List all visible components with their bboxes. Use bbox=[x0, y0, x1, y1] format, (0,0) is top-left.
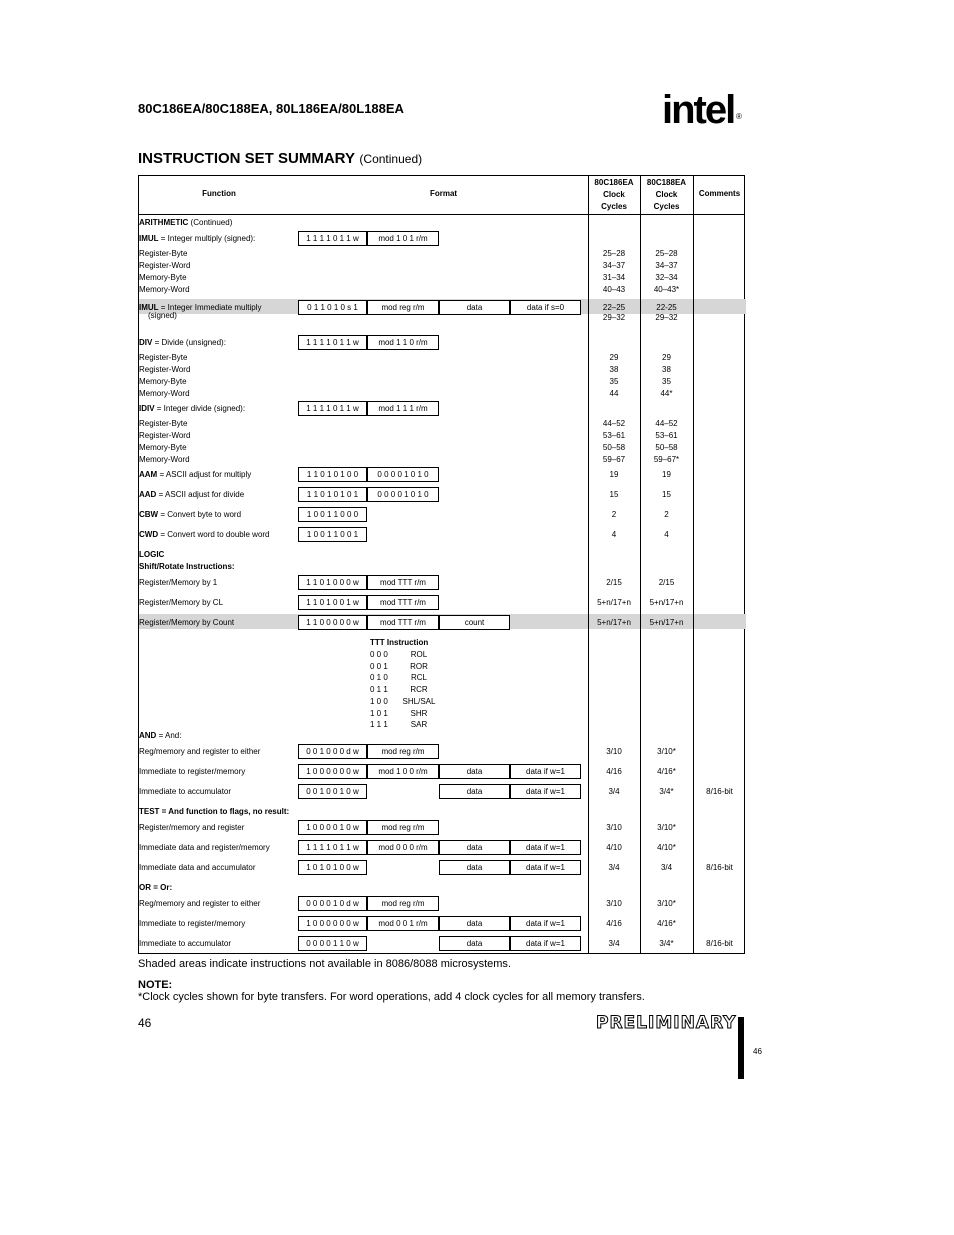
clock-cycles-cell: 4/16* bbox=[657, 767, 676, 776]
ttt-code: 0 0 1 bbox=[370, 661, 388, 671]
opcode-field-box: 1 0 0 0 0 1 0 w bbox=[298, 820, 367, 835]
ttt-instruction-name: SHR bbox=[410, 708, 428, 718]
note-label: NOTE: bbox=[138, 979, 173, 991]
opcode-field-box: 1 1 1 1 0 1 1 w bbox=[298, 231, 367, 246]
clock-cycles-cell: 5+n/17+n bbox=[597, 618, 631, 627]
function-name bbox=[139, 403, 245, 415]
opcode-field-box: 1 1 0 1 0 0 1 w bbox=[298, 595, 367, 610]
clock-cycles-cell: 3/4 bbox=[660, 863, 673, 872]
clock-cycles-cell: 59–67* bbox=[653, 455, 680, 464]
function-description: Reg/memory and register to either bbox=[139, 747, 261, 756]
opcode-field-box: mod TTT r/m bbox=[367, 595, 439, 610]
opcode-field-box: data bbox=[439, 840, 510, 855]
function-name bbox=[139, 561, 235, 573]
clock-cycles-cell: 3/4 bbox=[608, 939, 620, 948]
opcode-field-box: 1 1 0 0 0 0 0 w bbox=[298, 615, 367, 630]
clock-cycles-cell: 3/4* bbox=[659, 787, 674, 796]
clock-cycles-cell: 3/4 bbox=[608, 787, 620, 796]
clock-cycles-cell: 38 bbox=[662, 365, 671, 374]
function-description: = ASCII adjust for multiply bbox=[157, 470, 252, 479]
function-name bbox=[139, 272, 187, 284]
function-name bbox=[139, 284, 190, 296]
change-bar bbox=[738, 1017, 744, 1079]
function-description: Register-Byte bbox=[139, 353, 188, 362]
function-name bbox=[139, 469, 251, 481]
function-name bbox=[139, 938, 231, 950]
function-name bbox=[139, 489, 244, 501]
function-name bbox=[139, 577, 217, 589]
function-description: Memory-Byte bbox=[139, 273, 187, 282]
clock-cycles-cell: 29–32 bbox=[602, 313, 626, 322]
header-80c186ea-clock-cycles: 80C186EA Clock Cycles bbox=[594, 178, 634, 211]
opcode-field-box: mod 1 0 0 r/m bbox=[367, 764, 439, 779]
function-description: = Or: bbox=[151, 883, 173, 892]
opcode-field-box: data if w=1 bbox=[510, 860, 581, 875]
side-page-number: 46 bbox=[753, 1047, 762, 1056]
opcode-field-box: data bbox=[439, 860, 510, 875]
clock-cycles-cell: 4 bbox=[664, 530, 669, 539]
clock-cycles-cell: 22–25 bbox=[602, 303, 626, 312]
mnemonic: CWD bbox=[139, 530, 159, 539]
registered-mark: ® bbox=[736, 112, 742, 121]
opcode-field-box: 1 1 1 1 0 1 1 w bbox=[298, 840, 367, 855]
opcode-field-box: 1 1 1 1 0 1 1 w bbox=[298, 335, 367, 350]
function-name bbox=[139, 430, 190, 442]
clock-cycles-cell: 32–34 bbox=[655, 273, 678, 282]
function-description: = ASCII adjust for divide bbox=[156, 490, 245, 499]
clock-cycles-cell: 25–28 bbox=[655, 249, 678, 258]
table-row bbox=[139, 597, 746, 609]
opcode-field-box: data if w=1 bbox=[510, 916, 581, 931]
function-name bbox=[139, 746, 260, 758]
clock-cycles-cell: 35 bbox=[662, 377, 671, 386]
header-format: Format bbox=[429, 189, 458, 198]
clock-cycles-cell: 50–58 bbox=[602, 443, 626, 452]
opcode-field-box: 1 1 0 1 0 1 0 1 bbox=[298, 487, 367, 502]
function-description: Memory-Byte bbox=[139, 443, 187, 452]
opcode-field-box: 1 0 1 0 1 0 0 w bbox=[298, 860, 367, 875]
function-name bbox=[139, 806, 289, 818]
clock-cycles-cell: 3/10 bbox=[606, 823, 622, 832]
function-name bbox=[139, 617, 234, 629]
clock-cycles-cell: 15 bbox=[609, 490, 619, 499]
clock-cycles-cell: 22-25 bbox=[656, 303, 677, 312]
function-description: Register/Memory by CL bbox=[139, 598, 224, 607]
clock-cycles-cell: 4/16 bbox=[606, 919, 622, 928]
function-description: Memory-Word bbox=[139, 455, 190, 464]
clock-cycles-cell: 44–52 bbox=[655, 419, 678, 428]
clock-cycles-cell: 40–43* bbox=[653, 285, 680, 294]
function-name bbox=[139, 822, 244, 834]
function-description: Immediate data and accumulator bbox=[139, 863, 256, 872]
ttt-instruction-name: ROR bbox=[410, 661, 428, 671]
clock-cycles-cell: 34–37 bbox=[602, 261, 626, 270]
function-name bbox=[139, 862, 256, 874]
table-row bbox=[139, 577, 746, 589]
header-divider bbox=[139, 214, 744, 215]
clock-cycles-cell: 53–61 bbox=[602, 431, 626, 440]
opcode-field-box: count bbox=[439, 615, 510, 630]
clock-cycles-cell: 44–52 bbox=[602, 419, 626, 428]
ttt-instruction-name: RCR bbox=[410, 685, 428, 695]
mnemonic: LOGIC bbox=[139, 550, 165, 559]
section-title bbox=[138, 150, 422, 168]
table-row bbox=[139, 418, 746, 430]
mnemonic: Shift/Rotate Instructions: bbox=[139, 562, 235, 571]
clock-cycles-cell: 59–67 bbox=[602, 455, 626, 464]
shaded-areas-note: Shaded areas indicate instructions not available in 8086/8088 microsystems. bbox=[138, 958, 511, 970]
mnemonic: DIV bbox=[139, 338, 153, 347]
mnemonic: AAD bbox=[139, 490, 157, 499]
opcode-field-box: 0 0 0 0 1 0 1 0 bbox=[367, 487, 439, 502]
opcode-field-box: mod 1 1 0 r/m bbox=[367, 335, 439, 350]
ttt-code: 0 1 0 bbox=[370, 673, 388, 683]
page-number: 46 bbox=[138, 1016, 152, 1030]
opcode-field-box: mod reg r/m bbox=[367, 300, 439, 315]
clock-cycles-cell: 5+n/17+n bbox=[649, 618, 684, 627]
table-row bbox=[139, 376, 746, 388]
table-row bbox=[139, 489, 746, 501]
mnemonic: ARITHMETIC bbox=[139, 218, 189, 227]
table-row bbox=[139, 730, 746, 742]
opcode-field-box: data bbox=[439, 764, 510, 779]
clock-cycles-cell: 4/10 bbox=[606, 843, 622, 852]
table-row bbox=[139, 248, 746, 260]
function-name bbox=[139, 260, 190, 272]
mnemonic: AND bbox=[139, 731, 157, 740]
function-name bbox=[139, 549, 164, 561]
function-name bbox=[139, 337, 226, 349]
preliminary-stamp: PRELIMINARY bbox=[596, 1013, 737, 1033]
opcode-field-box: 1 0 0 1 1 0 0 0 bbox=[298, 507, 367, 522]
table-row bbox=[139, 746, 746, 758]
mnemonic: CBW bbox=[139, 510, 159, 519]
function-subtext: (signed) bbox=[148, 311, 177, 320]
mnemonic: IMUL bbox=[139, 234, 159, 243]
function-name bbox=[139, 364, 190, 376]
clock-cycles-cell: 29 bbox=[609, 353, 619, 362]
mnemonic: TEST bbox=[139, 807, 160, 816]
function-description: Register/Memory by Count bbox=[139, 618, 235, 627]
function-name bbox=[139, 898, 260, 910]
table-row bbox=[139, 898, 746, 910]
note-text: *Clock cycles shown for byte transfers. For word operations, add 4 clock cycles for all memory transfers. bbox=[138, 991, 645, 1003]
table-row bbox=[139, 364, 746, 376]
table-row bbox=[139, 882, 746, 894]
function-description: Memory-Word bbox=[139, 389, 190, 398]
opcode-field-box: data bbox=[439, 300, 510, 315]
clock-cycles-cell: 19 bbox=[609, 470, 619, 479]
function-name bbox=[139, 786, 231, 798]
opcode-field-box: 0 0 1 0 0 1 0 w bbox=[298, 784, 367, 799]
function-description: Register/memory and register bbox=[139, 823, 245, 832]
function-description: = Integer multiply (signed): bbox=[158, 234, 256, 243]
clock-cycles-cell: 5+n/17+n bbox=[597, 598, 631, 607]
table-row bbox=[139, 260, 746, 272]
clock-cycles-cell: 5+n/17+n bbox=[649, 598, 684, 607]
mnemonic: OR bbox=[139, 883, 151, 892]
comment-cell: 8/16-bit bbox=[706, 939, 733, 948]
opcode-field-box: data if w=1 bbox=[510, 784, 581, 799]
function-description: Memory-Word bbox=[139, 285, 190, 294]
opcode-field-box: mod 0 0 0 r/m bbox=[367, 840, 439, 855]
opcode-field-box: mod TTT r/m bbox=[367, 615, 439, 630]
ttt-instruction-name: SHL/SAL bbox=[402, 696, 436, 706]
clock-cycles-cell: 2 bbox=[664, 510, 669, 519]
function-description: Register-Word bbox=[139, 431, 191, 440]
function-description: = Divide (unsigned): bbox=[152, 338, 226, 347]
function-description: Immediate to register/memory bbox=[139, 919, 246, 928]
function-description: Register-Word bbox=[139, 261, 191, 270]
opcode-field-box: 0 0 0 0 1 1 0 w bbox=[298, 936, 367, 951]
ttt-title: TTT Instruction bbox=[370, 638, 429, 647]
function-name bbox=[139, 217, 232, 229]
ttt-code: 1 0 0 bbox=[370, 696, 388, 706]
opcode-field-box: mod 1 1 1 r/m bbox=[367, 401, 439, 416]
function-description: = Convert word to double word bbox=[158, 530, 270, 539]
clock-cycles-cell: 2/15 bbox=[606, 578, 622, 587]
function-description: Immediate data and register/memory bbox=[139, 843, 270, 852]
table-row bbox=[139, 469, 746, 481]
ttt-instruction-name: SAR bbox=[410, 720, 428, 730]
clock-cycles-cell: 4/16* bbox=[657, 919, 676, 928]
clock-cycles-cell: 2/15 bbox=[658, 578, 675, 587]
ttt-instruction-name: RCL bbox=[410, 673, 427, 683]
clock-cycles-cell: 3/10 bbox=[606, 899, 622, 908]
function-description: Immediate to accumulator bbox=[139, 939, 232, 948]
clock-cycles-cell: 31–34 bbox=[602, 273, 626, 282]
function-description: Register/Memory by 1 bbox=[139, 578, 218, 587]
comment-cell: 8/16-bit bbox=[706, 787, 733, 796]
table-row bbox=[139, 786, 746, 798]
table-row bbox=[139, 766, 746, 778]
mnemonic: IDIV bbox=[139, 404, 155, 413]
logo-wordmark: intel bbox=[662, 88, 735, 132]
table-row bbox=[139, 938, 746, 950]
function-description: = Integer Immediate multiply bbox=[158, 303, 262, 312]
clock-cycles-cell: 3/4* bbox=[659, 939, 674, 948]
opcode-field-box: 1 0 0 0 0 0 0 w bbox=[298, 764, 367, 779]
function-name bbox=[139, 233, 255, 245]
ttt-code: 1 0 1 bbox=[370, 708, 388, 718]
header-80c188ea-clock-cycles: 80C188EA Clock Cycles bbox=[646, 178, 687, 211]
function-name bbox=[139, 376, 187, 388]
table-row bbox=[139, 272, 746, 284]
clock-cycles-cell: 40–43 bbox=[602, 285, 626, 294]
function-description: = And function to flags, no result: bbox=[159, 807, 290, 816]
opcode-field-box: data bbox=[439, 784, 510, 799]
function-description: Reg/memory and register to either bbox=[139, 899, 261, 908]
opcode-field-box: 0 1 1 0 1 0 s 1 bbox=[298, 300, 367, 315]
table-row bbox=[139, 549, 746, 561]
table-row bbox=[139, 352, 746, 364]
table-row bbox=[139, 442, 746, 454]
table-row bbox=[139, 822, 746, 834]
function-description: Register-Byte bbox=[139, 419, 188, 428]
opcode-field-box: data if w=1 bbox=[510, 764, 581, 779]
opcode-field-box: mod 0 0 1 r/m bbox=[367, 916, 439, 931]
mnemonic: IMUL bbox=[139, 303, 159, 312]
opcode-field-box: mod reg r/m bbox=[367, 820, 439, 835]
function-description: = Convert byte to word bbox=[158, 510, 242, 519]
function-description: = And: bbox=[156, 731, 182, 740]
function-description: Memory-Byte bbox=[139, 377, 187, 386]
table-row bbox=[139, 233, 746, 245]
clock-cycles-cell: 44 bbox=[609, 389, 619, 398]
clock-cycles-cell: 3/4 bbox=[608, 863, 620, 872]
clock-cycles-cell: 4/10* bbox=[657, 843, 676, 852]
table-row bbox=[139, 454, 746, 466]
clock-cycles-cell: 53–61 bbox=[655, 431, 678, 440]
opcode-field-box: mod reg r/m bbox=[367, 896, 439, 911]
opcode-field-box: 1 0 0 1 1 0 0 1 bbox=[298, 527, 367, 542]
function-name bbox=[139, 842, 270, 854]
document-title: 80C186EA/80C188EA, 80L186EA/80L188EA bbox=[138, 101, 404, 116]
ttt-instruction-name: ROL bbox=[410, 650, 428, 659]
ttt-code: 1 1 1 bbox=[370, 720, 388, 730]
table-row bbox=[139, 529, 746, 541]
opcode-field-box: 0 0 0 0 1 0 d w bbox=[298, 896, 367, 911]
clock-cycles-cell: 19 bbox=[662, 470, 671, 479]
table-row bbox=[139, 561, 746, 573]
header-comments: Comments bbox=[698, 189, 741, 198]
function-name bbox=[139, 882, 172, 894]
clock-cycles-cell: 29–32 bbox=[655, 313, 678, 322]
section-title-main: INSTRUCTION SET SUMMARY bbox=[138, 150, 355, 167]
opcode-field-box: 1 0 0 0 0 0 0 w bbox=[298, 916, 367, 931]
function-description: Immediate to register/memory bbox=[139, 767, 246, 776]
table-row bbox=[139, 806, 746, 818]
opcode-field-box: data if w=1 bbox=[510, 840, 581, 855]
clock-cycles-cell: 2 bbox=[611, 510, 617, 519]
opcode-field-box: data bbox=[439, 936, 510, 951]
table-row bbox=[139, 217, 746, 229]
function-name bbox=[139, 388, 190, 400]
function-name bbox=[139, 766, 245, 778]
table-row bbox=[139, 430, 746, 442]
function-name bbox=[139, 529, 270, 541]
clock-cycles-cell: 3/10 bbox=[606, 747, 622, 756]
function-name bbox=[139, 454, 190, 466]
table-row bbox=[139, 284, 746, 296]
opcode-field-box: 1 1 0 1 0 1 0 0 bbox=[298, 467, 367, 482]
function-description: Register-Word bbox=[139, 365, 191, 374]
table-row bbox=[139, 862, 746, 874]
clock-cycles-cell: 4/16 bbox=[606, 767, 622, 776]
ttt-code: 0 0 0 bbox=[370, 650, 388, 659]
opcode-field-box: 0 0 1 0 0 0 d w bbox=[298, 744, 367, 759]
clock-cycles-cell: 3/10* bbox=[657, 823, 676, 832]
function-description: = Integer divide (signed): bbox=[154, 404, 246, 413]
clock-cycles-cell: 15 bbox=[662, 490, 671, 499]
clock-cycles-cell: 35 bbox=[609, 377, 619, 386]
mnemonic: AAM bbox=[139, 470, 158, 479]
table-row bbox=[139, 617, 746, 629]
opcode-field-box: mod reg r/m bbox=[367, 744, 439, 759]
function-name bbox=[139, 597, 223, 609]
clock-cycles-cell: 4 bbox=[611, 530, 617, 539]
function-description: Immediate to accumulator bbox=[139, 787, 232, 796]
clock-cycles-cell: 44* bbox=[660, 389, 673, 398]
opcode-field-box: mod 1 0 1 r/m bbox=[367, 231, 439, 246]
opcode-field-box: data bbox=[439, 916, 510, 931]
table-row bbox=[139, 842, 746, 854]
opcode-field-box: 1 1 1 1 0 1 1 w bbox=[298, 401, 367, 416]
clock-cycles-cell: 3/10* bbox=[657, 747, 676, 756]
function-description: Register-Byte bbox=[139, 249, 188, 258]
clock-cycles-cell: 34–37 bbox=[655, 261, 678, 270]
opcode-field-box: mod TTT r/m bbox=[367, 575, 439, 590]
function-name bbox=[139, 509, 241, 521]
function-name bbox=[139, 248, 187, 260]
table-row bbox=[139, 337, 746, 349]
header-function: Function bbox=[202, 189, 236, 198]
opcode-field-box: data if w=1 bbox=[510, 936, 581, 951]
ttt-code: 0 1 1 bbox=[370, 685, 388, 695]
table-row bbox=[139, 302, 746, 322]
function-name bbox=[139, 418, 187, 430]
table-row bbox=[139, 403, 746, 415]
clock-cycles-cell: 50–58 bbox=[655, 443, 678, 452]
table-row bbox=[139, 509, 746, 521]
clock-cycles-cell: 25–28 bbox=[602, 249, 626, 258]
comment-cell: 8/16-bit bbox=[706, 863, 733, 872]
opcode-field-box: data if s=0 bbox=[510, 300, 581, 315]
function-name bbox=[139, 730, 181, 742]
opcode-field-box: 1 1 0 1 0 0 0 w bbox=[298, 575, 367, 590]
function-name bbox=[139, 442, 187, 454]
clock-cycles-cell: 3/10* bbox=[657, 899, 676, 908]
clock-cycles-cell: 29 bbox=[662, 353, 671, 362]
opcode-field-box: 0 0 0 0 1 0 1 0 bbox=[367, 467, 439, 482]
instruction-table bbox=[138, 175, 745, 954]
function-name bbox=[139, 352, 187, 364]
section-title-continued: (Continued) bbox=[359, 152, 423, 166]
table-row bbox=[139, 388, 746, 400]
clock-cycles-cell: 38 bbox=[609, 365, 619, 374]
intel-logo bbox=[662, 88, 744, 132]
function-name bbox=[139, 918, 245, 930]
table-row bbox=[139, 918, 746, 930]
function-description: (Continued) bbox=[188, 218, 233, 227]
